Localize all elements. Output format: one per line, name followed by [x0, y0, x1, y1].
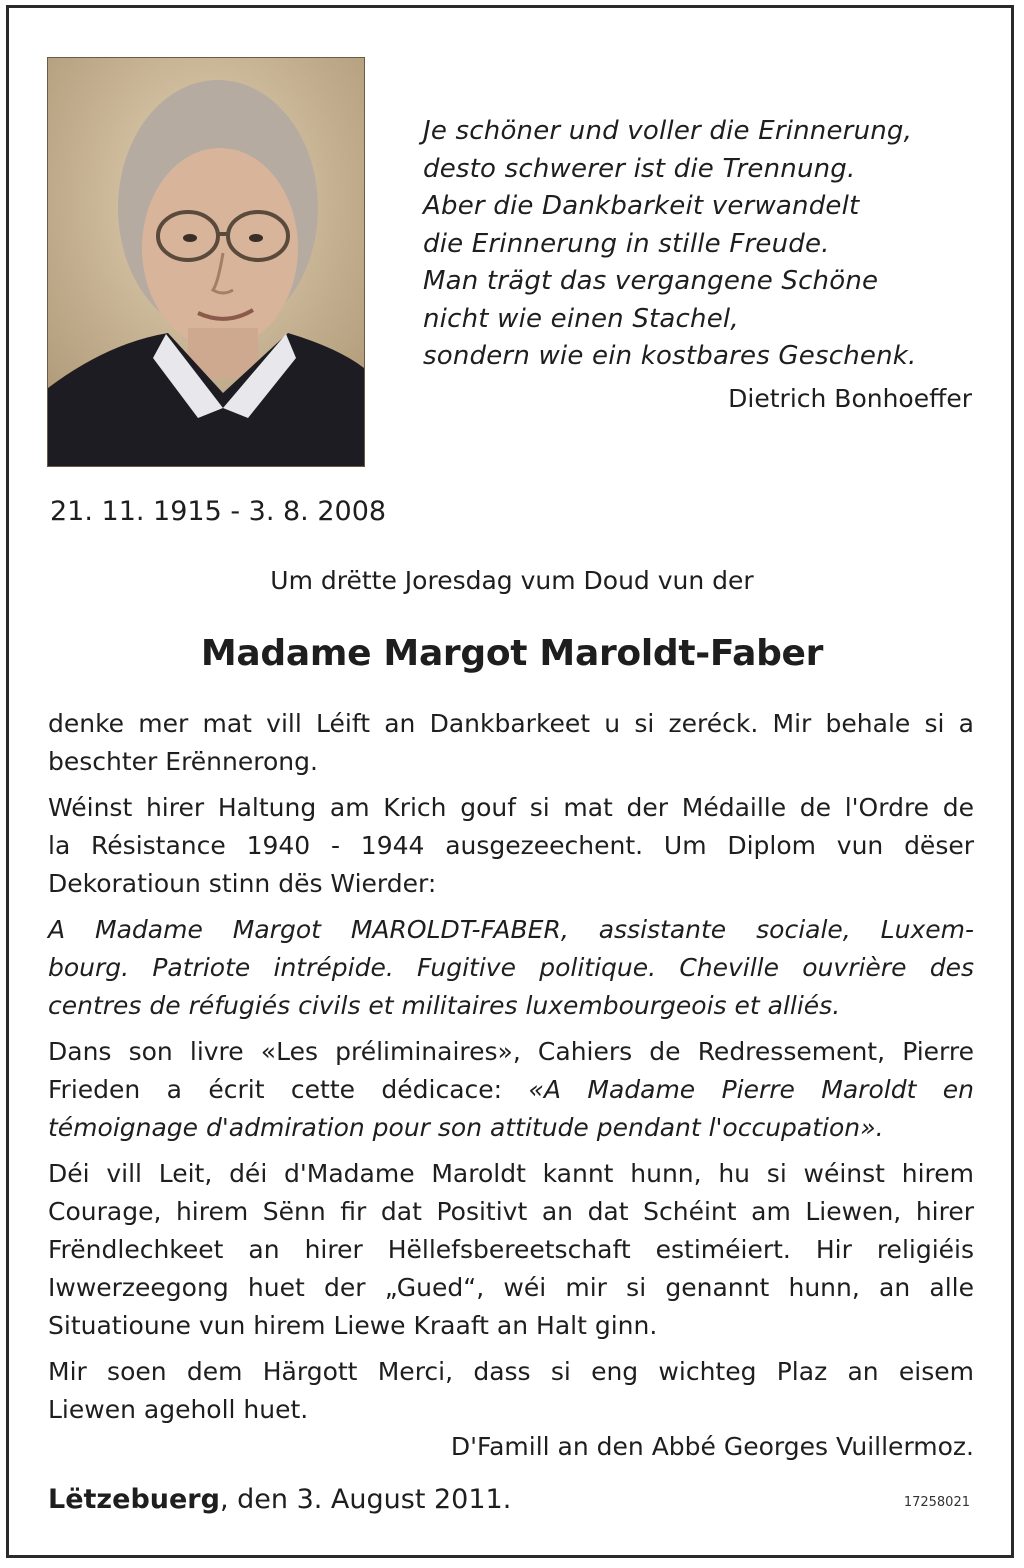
poem: [423, 113, 983, 376]
life-dates: 21. 11. 1915 - 3. 8. 2008: [50, 496, 387, 527]
text-line: Dans son livre «Les préliminaires», Cahiers de Redressement, Pierre: [48, 1037, 974, 1066]
dedication-quote-start: «A Madame Pierre Maroldt en: [528, 1075, 974, 1104]
text-line: bourg. Patriote intrépide. Fugitive politique. Cheville ouvrière des: [48, 953, 974, 982]
paragraph-4: [48, 1033, 974, 1147]
text-line: A Madame Margot MAROLDT-FABER, assistante sociale, Luxem-: [48, 915, 974, 944]
text-line: Liewen ageholl huet.: [48, 1395, 309, 1424]
poem-line: Je schöner und voller die Erinnerung,: [423, 116, 913, 146]
text-line: Wéinst hirer Haltung am Krich gouf si mat der Médaille de l'Ordre de: [48, 793, 974, 822]
paragraph-2: [48, 789, 974, 903]
intro-line: Um drëtte Joresdag vum Doud vun der: [270, 566, 754, 595]
poem-line: Aber die Dankbarkeit verwandelt: [423, 191, 860, 221]
text-line: Courage, hirem Sënn fir dat Positivt an dat Schéint am Liewen, hirer: [48, 1197, 974, 1226]
text-line: Situatioune vun hirem Liewe Kraaft an Halt ginn.: [48, 1311, 658, 1340]
date-text: , den 3. August 2011.: [219, 1484, 512, 1515]
text-line: centres de réfugiés civils et militaires luxembourgeois et alliés.: [48, 991, 841, 1020]
paragraph-3-diploma-quote: [48, 911, 974, 1025]
poem-line: desto schwerer ist die Trennung.: [423, 153, 856, 184]
place-name: Lëtzebuerg: [48, 1484, 220, 1515]
dedication-quote-end: témoignage d'admiration pour son attitude pendant l'occupation».: [48, 1113, 884, 1142]
text-line: denke mer mat vill Léift an Dankbarkeet u si zeréck. Mir behale si a: [48, 709, 974, 738]
portrait-photo: [47, 57, 365, 467]
poem-line: sondern wie ein kostbares Geschenk.: [423, 341, 917, 371]
signature: D'Famill an den Abbé Georges Vuillermoz.: [450, 1432, 974, 1461]
text-line-mixed: [48, 1071, 974, 1109]
text-line: Mir soen dem Härgott Merci, dass si eng wichteg Plaz an eisem: [48, 1357, 974, 1386]
text-line: Frëndlechkeet an hirer Hëllefsbereetschaft estiméiert. Hir religiéis: [48, 1235, 974, 1264]
reference-number: 17258021: [903, 1495, 970, 1510]
text-segment: Frieden a écrit cette dédicace:: [48, 1075, 529, 1104]
paragraph-6: [48, 1353, 974, 1429]
paragraph-1: [48, 705, 974, 781]
poem-line: nicht wie einen Stachel,: [423, 303, 739, 334]
text-line: Dekoratioun stinn dës Wierder:: [48, 869, 437, 898]
text-line: Iwwerzeegong huet der „Gued“, wéi mir si genannt hunn, an alle: [48, 1273, 974, 1302]
poem-line: Man trägt das vergangene Schöne: [423, 266, 879, 296]
paragraph-5: [48, 1155, 974, 1345]
text-line: la Résistance 1940 - 1944 ausgezeechent. Um Diplom vun dëser: [48, 831, 974, 860]
portrait-illustration: [48, 58, 364, 466]
poem-line: die Erinnerung in stille Freude.: [423, 228, 830, 259]
poem-author: Dietrich Bonhoeffer: [728, 384, 972, 413]
text-line: beschter Erënnerong.: [48, 747, 318, 776]
notice-body: [48, 705, 974, 1437]
deceased-name: Madame Margot Maroldt-Faber: [200, 633, 824, 674]
text-line: Déi vill Leit, déi d'Madame Maroldt kannt hunn, hu si wéinst hirem: [48, 1159, 974, 1188]
place-date: [48, 1484, 511, 1515]
